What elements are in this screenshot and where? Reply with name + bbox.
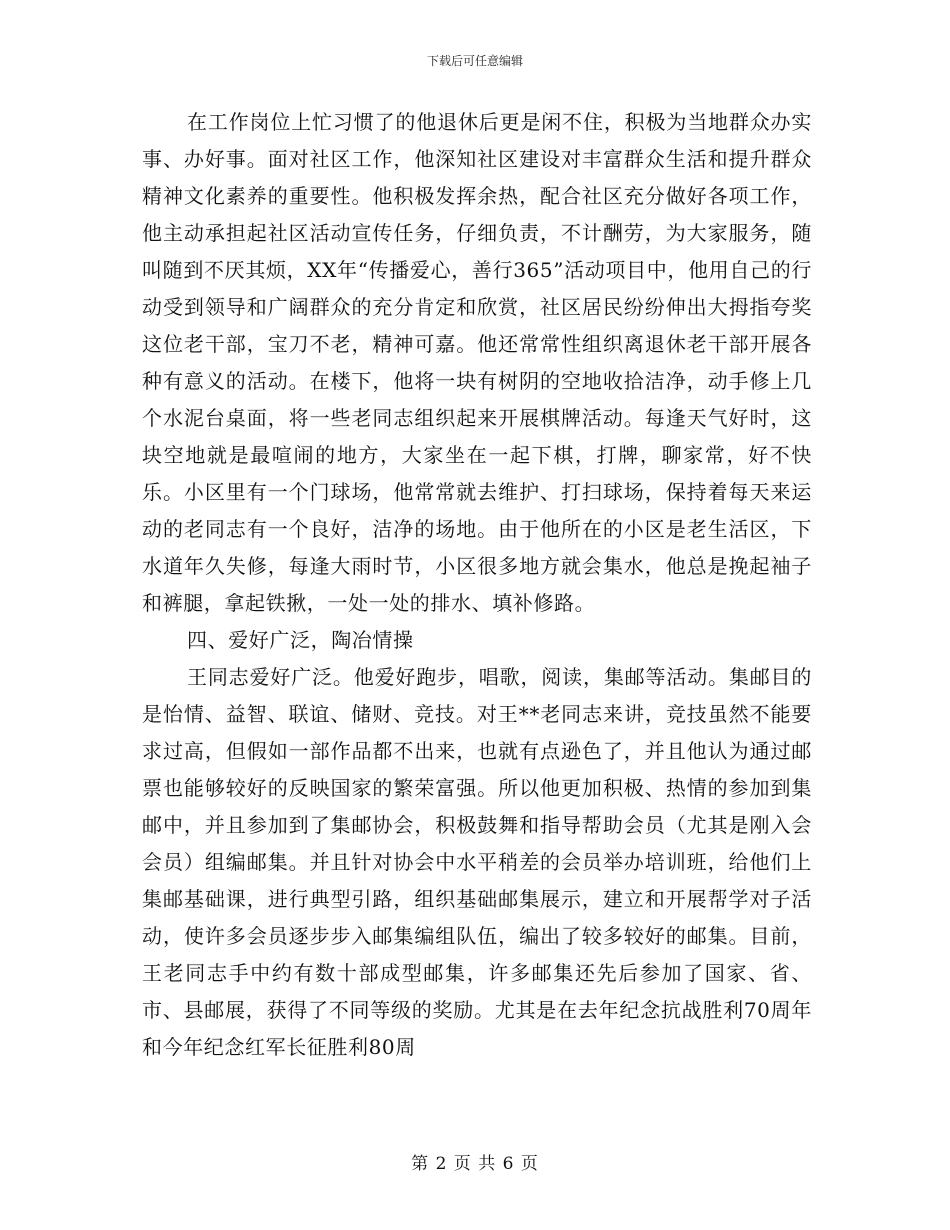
- body-paragraph-community-service: 在工作岗位上忙习惯了的他退休后更是闲不住，积极为当地群众办实事、办好事。面对社区工作，他深知社区建设对丰富群众生活和提升群众精神文化素养的重要性。他积极发挥余热，配合社区充分做好各项工作，他主动承担起社区活动宣传任务，仔细负责，不计酬劳，为大家服务，随叫随到不厌其烦，XX年“传播爱心，善行365”活动项目中，他用自己的行动受到领导和广阔群众的充分肯定和欣赏，社区居民纷纷伸出大拇指夸奖这位老干部，宝刀不老，精神可嘉。他还常常性组织离退休老干部开展各种有意义的活动。在楼下，他将一块有树阴的空地收拾洁净，动手修上几个水泥台桌面，将一些老同志组织起来开展棋牌活动。每逢天气好时，这块空地就是最喧闹的地方，大家坐在一起下棋，打牌，聊家常，好不快乐。小区里有一个门球场，他常常就去维护、打扫球场，保持着每天来运动的老同志有一个良好，洁净的场地。由于他所在的小区是老生活区，下水道年久失修，每逢大雨时节，小区很多地方就会集水，他总是挽起袖子和裤腿，拿起铁揪，一处一处的排水、填补修路。: [142, 110, 812, 615]
- page-number-footer: 第 2 页 共 6 页: [411, 1154, 539, 1174]
- page-header-note: 下载后可任意编辑: [426, 54, 523, 68]
- section-heading-hobbies: 四、爱好广泛，陶冶情操: [187, 628, 414, 652]
- body-paragraph-stamp-collecting: 王同志爱好广泛。他爱好跑步，唱歌，阅读，集邮等活动。集邮目的是怡情、益智、联谊、储财、竞技。对王**老同志来讲，竞技虽然不能要求过高，但假如一部作品都不出来，也就有点逊色了，并且他认为通过邮票也能够较好的反映国家的繁荣富强。所以他更加积极、热情的参加到集邮中，并且参加到了集邮协会，积极鼓舞和指导帮助会员（尤其是刚入会会员）组编邮集。并且针对协会中水平稍差的会员举办培训班，给他们上集邮基础课，进行典型引路，组织基础邮集展示，建立和开展帮学对子活动，使许多会员逐步步入邮集编组队伍，编出了较多较好的邮集。目前，王老同志手中约有数十部成型邮集，许多邮集还先后参加了国家、省、市、县邮展，获得了不同等级的奖励。尤其是在去年纪念抗战胜利70周年和今年纪念红军长征胜利80周: [142, 665, 812, 1059]
- document-body: [142, 104, 812, 1066]
